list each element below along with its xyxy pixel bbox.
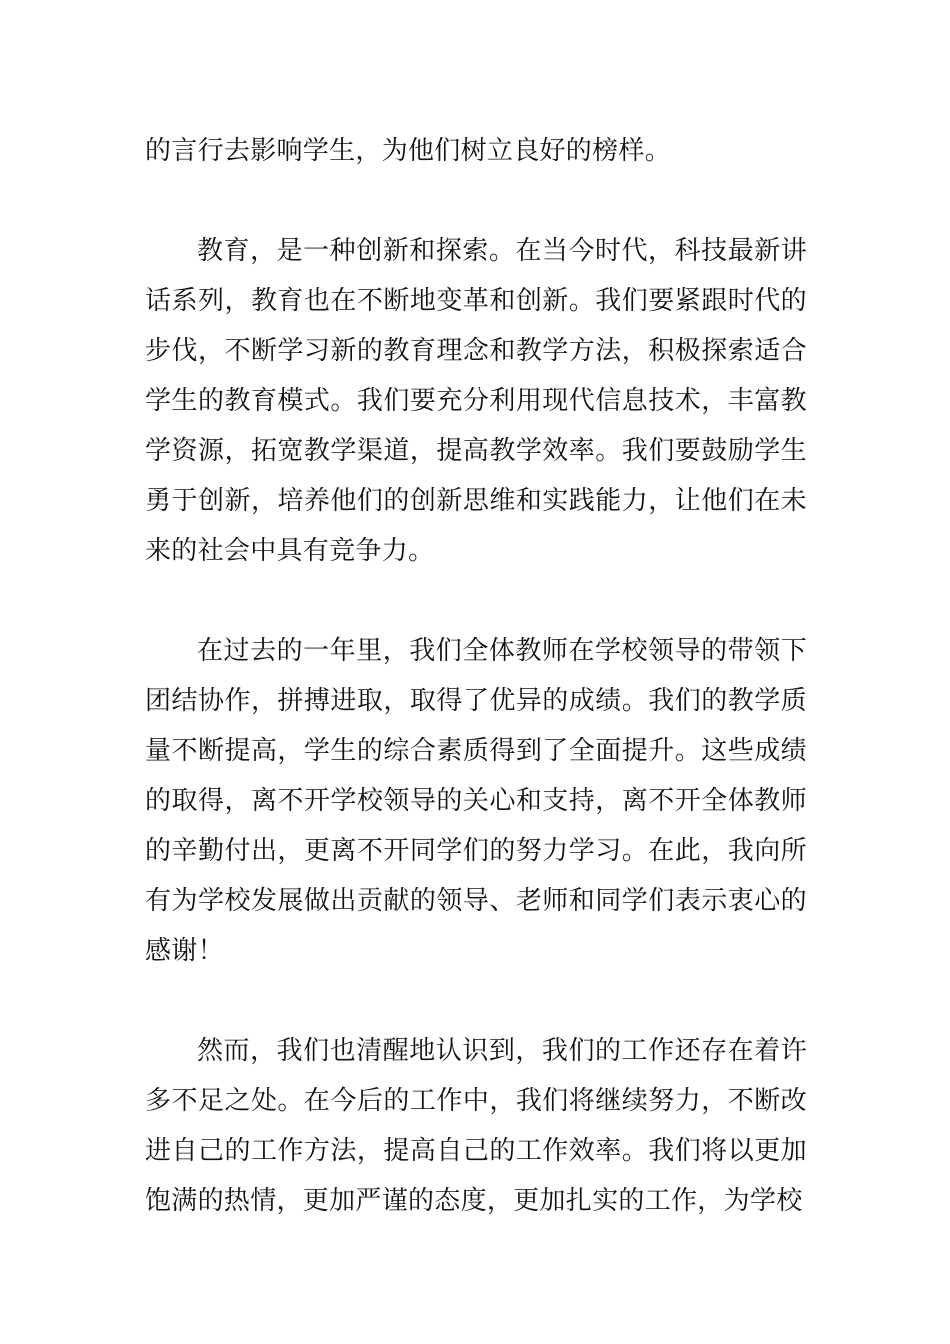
paragraph-gap xyxy=(145,176,807,226)
paragraph-3: 在过去的一年里，我们全体教师在学校领导的带领下团结协作，拼搏进取，取得了优异的成绩。我们的教学质量不断提高，学生的综合素质得到了全面提升。这些成绩的取得，离不开学校领导的关心和支持，离不开全体教师的辛勤付出，更离不开同学们的努力学习。在此，我向所有为学校发展做出贡献的领导、老师和同学们表示衷心的感谢！ xyxy=(145,636,807,966)
paragraph-1: 的言行去影响学生，为他们树立良好的榜样。 xyxy=(145,136,672,166)
paragraph-gap xyxy=(145,976,807,1026)
paragraph-gap xyxy=(145,576,807,626)
document-body xyxy=(145,126,807,1226)
paragraph-2: 教育，是一种创新和探索。在当今时代，科技最新讲话系列，教育也在不断地变革和创新。我们要紧跟时代的步伐，不断学习新的教育理念和教学方法，积极探索适合学生的教育模式。我们要充分利用现代信息技术，丰富教学资源，拓宽教学渠道，提高教学效率。我们要鼓励学生勇于创新，培养他们的创新思维和实践能力，让他们在未来的社会中具有竞争力。 xyxy=(145,236,807,566)
paragraph-4: 然而，我们也清醒地认识到，我们的工作还存在着许多不足之处。在今后的工作中，我们将继续努力，不断改进自己的工作方法，提高自己的工作效率。我们将以更加饱满的热情，更加严谨的态度，更加扎实的工作，为学校 xyxy=(145,1036,807,1216)
